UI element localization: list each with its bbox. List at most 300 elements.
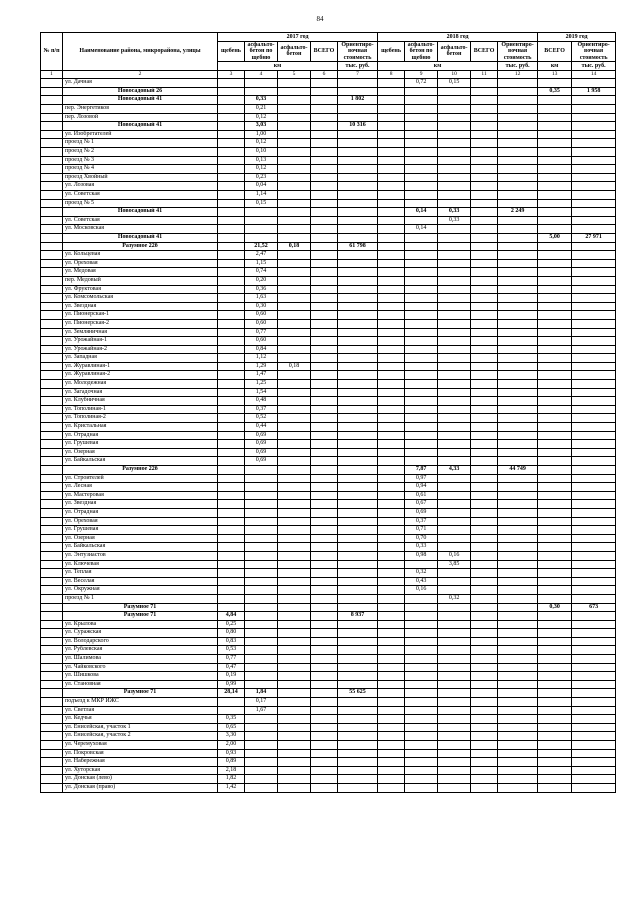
row-number [41, 783, 63, 792]
value-cell [218, 268, 245, 277]
value-cell [378, 191, 405, 200]
row-number [41, 655, 63, 664]
value-cell [438, 268, 471, 277]
value-cell [378, 483, 405, 492]
value-cell [572, 182, 616, 191]
value-cell [338, 715, 378, 724]
col-header: Ориентиро-вочная стоимость [338, 41, 378, 62]
value-cell [278, 594, 311, 603]
row-number [41, 328, 63, 337]
value-cell [538, 646, 572, 655]
value-cell: 1 802 [338, 96, 378, 105]
value-cell [218, 698, 245, 707]
value-cell [278, 551, 311, 560]
table-row [41, 732, 616, 741]
value-cell [538, 551, 572, 560]
value-cell [378, 706, 405, 715]
row-number [41, 758, 63, 767]
value-cell [311, 148, 338, 157]
value-cell [471, 508, 498, 517]
value-cell [572, 448, 616, 457]
value-cell [438, 741, 471, 750]
value-cell [311, 603, 338, 612]
value-cell [278, 629, 311, 638]
value-cell [338, 543, 378, 552]
group-name: Разумное 71 [63, 603, 218, 612]
value-cell [218, 594, 245, 603]
value-cell [218, 414, 245, 423]
value-cell [498, 388, 538, 397]
value-cell [538, 242, 572, 251]
value-cell [498, 285, 538, 294]
table-row [41, 225, 616, 234]
value-cell [498, 328, 538, 337]
street-name: проезд № 1 [63, 594, 218, 603]
value-cell: 0,33 [245, 96, 278, 105]
value-cell [498, 233, 538, 242]
street-name: ул. Журавлиная-2 [63, 371, 218, 380]
value-cell [498, 139, 538, 148]
value-cell [311, 457, 338, 466]
value-cell [498, 663, 538, 672]
value-cell [218, 466, 245, 475]
value-cell [278, 345, 311, 354]
value-cell [471, 775, 498, 784]
value-cell [438, 87, 471, 96]
value-cell [538, 431, 572, 440]
value-cell [498, 113, 538, 122]
value-cell [572, 474, 616, 483]
value-cell [572, 311, 616, 320]
value-cell [311, 732, 338, 741]
value-cell [498, 130, 538, 139]
street-name: проезд № 2 [63, 148, 218, 157]
value-cell [538, 285, 572, 294]
value-cell: 27 971 [572, 233, 616, 242]
value-cell [538, 113, 572, 122]
row-number [41, 268, 63, 277]
value-cell [311, 225, 338, 234]
value-cell [338, 319, 378, 328]
column-index: 4 [245, 70, 278, 79]
value-cell [498, 732, 538, 741]
value-cell [471, 294, 498, 303]
value-cell [498, 182, 538, 191]
value-cell [378, 500, 405, 509]
value-cell [218, 294, 245, 303]
value-cell [498, 337, 538, 346]
value-cell [572, 560, 616, 569]
value-cell [338, 423, 378, 432]
value-cell [278, 508, 311, 517]
value-cell [378, 663, 405, 672]
value-cell [471, 466, 498, 475]
row-number [41, 663, 63, 672]
value-cell [311, 474, 338, 483]
value-cell [218, 474, 245, 483]
value-cell [338, 225, 378, 234]
value-cell [338, 397, 378, 406]
table-row [41, 182, 616, 191]
value-cell [311, 543, 338, 552]
value-cell [278, 637, 311, 646]
value-cell: 0,69 [245, 440, 278, 449]
value-cell [245, 586, 278, 595]
value-cell [498, 259, 538, 268]
value-cell [572, 491, 616, 500]
value-cell [278, 500, 311, 509]
value-cell [572, 225, 616, 234]
value-cell [245, 79, 278, 88]
table-row [41, 216, 616, 225]
value-cell [572, 285, 616, 294]
value-cell [311, 319, 338, 328]
value-cell [498, 603, 538, 612]
value-cell [311, 723, 338, 732]
value-cell [538, 388, 572, 397]
value-cell [498, 749, 538, 758]
value-cell [278, 208, 311, 217]
row-number [41, 474, 63, 483]
row-number [41, 629, 63, 638]
table-row [41, 706, 616, 715]
value-cell [338, 405, 378, 414]
value-cell [471, 431, 498, 440]
value-cell [245, 216, 278, 225]
value-cell: 2,00 [218, 741, 245, 750]
table-row [41, 113, 616, 122]
value-cell [405, 345, 438, 354]
value-cell [378, 294, 405, 303]
value-cell [338, 388, 378, 397]
value-cell [338, 741, 378, 750]
value-cell [538, 96, 572, 105]
value-cell [218, 285, 245, 294]
value-cell [498, 551, 538, 560]
table-row [41, 79, 616, 88]
value-cell [278, 560, 311, 569]
value-cell [378, 491, 405, 500]
value-cell: 1,29 [245, 362, 278, 371]
value-cell [311, 749, 338, 758]
value-cell [498, 191, 538, 200]
value-cell [278, 319, 311, 328]
street-name: ул. Шалимова [63, 655, 218, 664]
value-cell [438, 543, 471, 552]
value-cell [245, 466, 278, 475]
value-cell [378, 345, 405, 354]
value-cell [311, 672, 338, 681]
street-name: ул. Шишкова [63, 672, 218, 681]
value-cell [498, 87, 538, 96]
value-cell [572, 783, 616, 792]
value-cell [438, 586, 471, 595]
value-cell [498, 560, 538, 569]
value-cell [471, 148, 498, 157]
value-cell [278, 354, 311, 363]
value-cell [245, 577, 278, 586]
value-cell [405, 285, 438, 294]
street-name: ул. Отрадная [63, 508, 218, 517]
value-cell [471, 758, 498, 767]
value-cell [245, 723, 278, 732]
value-cell [405, 388, 438, 397]
value-cell [311, 191, 338, 200]
value-cell [245, 569, 278, 578]
value-cell [498, 491, 538, 500]
row-number [41, 723, 63, 732]
value-cell [338, 431, 378, 440]
value-cell [498, 517, 538, 526]
value-cell [471, 577, 498, 586]
value-cell [405, 156, 438, 165]
table-row [41, 698, 616, 707]
table-row [41, 526, 616, 535]
value-cell [498, 148, 538, 157]
row-number [41, 259, 63, 268]
value-cell [245, 543, 278, 552]
value-cell [438, 113, 471, 122]
value-cell [378, 208, 405, 217]
street-name: ул. Кольцевая [63, 251, 218, 260]
value-cell [498, 637, 538, 646]
table-row [41, 680, 616, 689]
street-name: ул. Теплая [63, 569, 218, 578]
value-cell: 0,43 [405, 577, 438, 586]
value-cell [338, 586, 378, 595]
value-cell [278, 715, 311, 724]
value-cell [471, 173, 498, 182]
value-cell [471, 517, 498, 526]
group-row [41, 603, 616, 612]
value-cell [471, 268, 498, 277]
column-index: 12 [498, 70, 538, 79]
value-cell [438, 294, 471, 303]
value-cell [338, 526, 378, 535]
street-name: подъезд к МКР ИЖС [63, 698, 218, 707]
row-number [41, 491, 63, 500]
value-cell [218, 483, 245, 492]
value-cell [218, 508, 245, 517]
row-number [41, 208, 63, 217]
street-name: ул. Донская (право) [63, 783, 218, 792]
value-cell [438, 749, 471, 758]
value-cell [538, 380, 572, 389]
value-cell [498, 319, 538, 328]
table-row [41, 380, 616, 389]
value-cell [438, 225, 471, 234]
value-cell [572, 405, 616, 414]
value-cell: 0,89 [218, 758, 245, 767]
value-cell [405, 397, 438, 406]
value-cell [498, 680, 538, 689]
street-name: ул. Земляничная [63, 328, 218, 337]
value-cell [538, 440, 572, 449]
value-cell [338, 620, 378, 629]
street-name: пер. Медовый [63, 276, 218, 285]
table-row [41, 766, 616, 775]
value-cell [471, 276, 498, 285]
table-row [41, 620, 616, 629]
value-cell [218, 560, 245, 569]
value-cell [438, 251, 471, 260]
row-number [41, 637, 63, 646]
value-cell [405, 663, 438, 672]
value-cell [338, 79, 378, 88]
value-cell [378, 689, 405, 698]
value-cell [405, 105, 438, 114]
year-2017: 2017 год [218, 33, 378, 42]
value-cell [278, 783, 311, 792]
value-cell [378, 732, 405, 741]
value-cell: 0,70 [405, 534, 438, 543]
value-cell [338, 466, 378, 475]
value-cell [311, 414, 338, 423]
value-cell [378, 173, 405, 182]
value-cell [538, 182, 572, 191]
value-cell [245, 741, 278, 750]
value-cell [405, 139, 438, 148]
value-cell [438, 758, 471, 767]
value-cell [538, 345, 572, 354]
table-header [41, 33, 616, 79]
column-index: 11 [471, 70, 498, 79]
table-row [41, 414, 616, 423]
value-cell [538, 457, 572, 466]
value-cell [245, 508, 278, 517]
value-cell [311, 620, 338, 629]
value-cell [311, 594, 338, 603]
value-cell [538, 156, 572, 165]
value-cell [311, 715, 338, 724]
value-cell [572, 508, 616, 517]
value-cell [438, 397, 471, 406]
col-header: щебень [218, 41, 245, 62]
value-cell [405, 165, 438, 174]
value-cell [438, 517, 471, 526]
value-cell: 0,10 [245, 148, 278, 157]
value-cell [218, 87, 245, 96]
street-name: ул. Энтузиастов [63, 551, 218, 560]
value-cell [538, 79, 572, 88]
value-cell: 0,44 [245, 423, 278, 432]
value-cell [498, 122, 538, 131]
value-cell [378, 354, 405, 363]
value-cell [572, 689, 616, 698]
value-cell [338, 483, 378, 492]
street-name: ул. Светлая [63, 706, 218, 715]
value-cell: 0,18 [278, 362, 311, 371]
value-cell [405, 216, 438, 225]
value-cell [218, 448, 245, 457]
value-cell [218, 139, 245, 148]
value-cell [311, 156, 338, 165]
value-cell [278, 655, 311, 664]
value-cell [311, 285, 338, 294]
group-name: Разумное 71 [63, 689, 218, 698]
column-index: 6 [311, 70, 338, 79]
street-name: ул. Клубничная [63, 397, 218, 406]
column-index: 14 [572, 70, 616, 79]
value-cell [498, 758, 538, 767]
value-cell [438, 698, 471, 707]
value-cell [572, 732, 616, 741]
value-cell [245, 491, 278, 500]
value-cell [471, 225, 498, 234]
value-cell [572, 517, 616, 526]
table-row [41, 577, 616, 586]
table-row [41, 672, 616, 681]
value-cell: 0,16 [405, 586, 438, 595]
value-cell [311, 766, 338, 775]
value-cell [438, 603, 471, 612]
table-body [41, 79, 616, 792]
value-cell: 0,30 [538, 603, 572, 612]
value-cell [405, 302, 438, 311]
value-cell [438, 242, 471, 251]
value-cell [438, 577, 471, 586]
value-cell [278, 165, 311, 174]
table-row [41, 646, 616, 655]
value-cell [572, 414, 616, 423]
value-cell [471, 672, 498, 681]
value-cell: 4,33 [438, 466, 471, 475]
value-cell [311, 251, 338, 260]
value-cell [438, 285, 471, 294]
value-cell [218, 79, 245, 88]
value-cell [338, 706, 378, 715]
row-number [41, 440, 63, 449]
street-name: ул. Советская [63, 191, 218, 200]
value-cell [572, 380, 616, 389]
value-cell [405, 122, 438, 131]
value-cell [405, 337, 438, 346]
value-cell [378, 242, 405, 251]
value-cell [311, 508, 338, 517]
value-cell [572, 715, 616, 724]
street-name: ул. Окружная [63, 586, 218, 595]
row-number [41, 594, 63, 603]
table-row [41, 405, 616, 414]
value-cell [278, 294, 311, 303]
value-cell [471, 354, 498, 363]
table-row [41, 758, 616, 767]
value-cell [378, 165, 405, 174]
value-cell [405, 594, 438, 603]
year-2019: 2019 год [538, 33, 616, 42]
value-cell [471, 766, 498, 775]
value-cell [278, 517, 311, 526]
table-row [41, 259, 616, 268]
roads-table [40, 32, 616, 793]
value-cell [572, 612, 616, 621]
value-cell [538, 165, 572, 174]
value-cell [311, 534, 338, 543]
table-row [41, 302, 616, 311]
value-cell: 0,94 [405, 483, 438, 492]
value-cell: 1 958 [572, 87, 616, 96]
row-number [41, 749, 63, 758]
value-cell [218, 96, 245, 105]
value-cell [378, 560, 405, 569]
value-cell [498, 646, 538, 655]
value-cell: 3,30 [218, 732, 245, 741]
page-number: 84 [316, 15, 324, 23]
value-cell [572, 268, 616, 277]
table-row [41, 448, 616, 457]
value-cell [278, 311, 311, 320]
value-cell [538, 620, 572, 629]
